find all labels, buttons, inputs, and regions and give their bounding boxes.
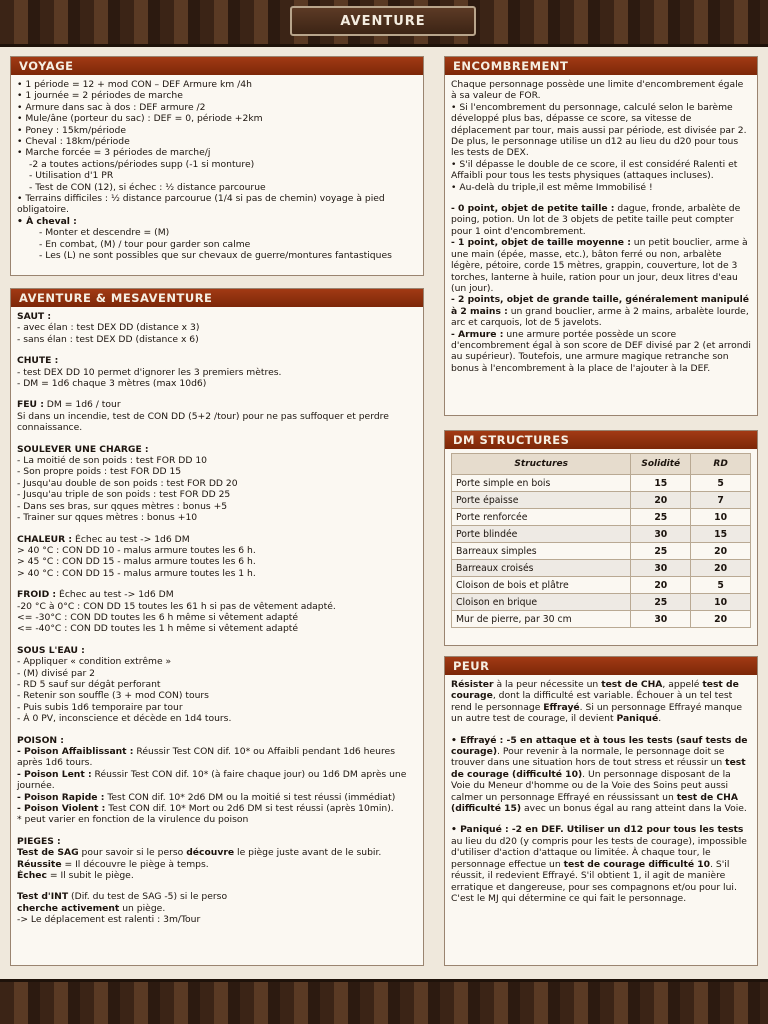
solidite-cell: 30	[631, 560, 691, 577]
eau-line: - Appliquer « condition extrême »	[17, 656, 172, 668]
voyage-subline: - Utilisation d'1 PR	[29, 170, 114, 182]
eau-line: - (M) divisé par 2	[17, 667, 95, 679]
aventure-title: AVENTURE & MESAVENTURE	[11, 289, 423, 307]
peur-bold-run: Résister	[451, 679, 494, 690]
encombrement-item	[451, 237, 751, 294]
encombrement-rule: • Si l'encombrement du personnage, calculé selon le barème développé plus bas, dépasse ce score, sa vitesse de déplacement par tour, mais aussi par période, est divisée par 2. De plus, le personnage utilise un d12 au lieu du d20 pour tous les tests de DEX.	[451, 101, 747, 159]
table-row	[452, 509, 751, 526]
voyage-subline: -2 a toutes actions/périodes supp (-1 si monture)	[29, 158, 255, 170]
voyage-line: • À cheval :	[17, 215, 77, 227]
poison-heading: POISON :	[17, 734, 64, 746]
poison-text: Réussir Test CON dif. 10* (à faire chaque jour) ou 1d6 DM après une journée.	[17, 768, 407, 792]
encombrement-item-text: un petit bouclier, arme à une main (épée, masse, etc.), bâton ferré ou non, arbalète légère, pétoire, corde 15 mètres, grappin, couverture, lot de 3 torches, lanterne à huile, ration pour un jour, deux litres d'eau (un jour).	[451, 237, 748, 294]
peur-bold-run: test de courage difficulté 10	[563, 858, 711, 870]
structure-name: Porte renforcée	[452, 509, 631, 526]
poison-label: - Poison Lent :	[17, 768, 92, 780]
table-row	[452, 526, 751, 543]
charge-line: - Dans ses bras, sur qques mètres : bonus +5	[17, 500, 228, 512]
int-line	[17, 903, 417, 914]
voyage-line: • Poney : 15km/période	[17, 124, 126, 136]
chaleur-line: > 40 °C : CON DD 10 - malus armure toutes les 6 h.	[17, 544, 256, 556]
peur-bold-run: test de CHA (difficulté 15)	[451, 791, 738, 815]
table-row	[452, 577, 751, 594]
peur-text-run: , appelé	[662, 679, 703, 690]
aventure-box	[10, 288, 424, 966]
peur-paragraph	[451, 735, 751, 815]
feu-rule: DM = 1d6 / tour	[43, 399, 121, 411]
table-row	[452, 560, 751, 577]
rd-cell: 20	[691, 611, 751, 628]
saut-line: - avec élan : test DEX DD (distance x 3)	[17, 322, 200, 334]
encombrement-item-label: - 0 point, objet de petite taille :	[451, 203, 615, 215]
feu-heading-line	[17, 399, 417, 410]
rd-cell: 10	[691, 594, 751, 611]
encombrement-item-label: - 2 points, objet de grande taille, généralement manipulé à 2 mains :	[451, 294, 749, 317]
structure-name: Cloison en brique	[452, 594, 631, 611]
rd-cell: 20	[691, 543, 751, 560]
pieges-text: = Il subit le piège.	[46, 870, 134, 882]
pieges-text: pour savoir si le perso	[78, 847, 187, 859]
eau-heading: SOUS L'EAU :	[17, 644, 85, 656]
table-row	[452, 475, 751, 492]
structures-title: DM STRUCTURES	[445, 431, 757, 449]
saut-heading: SAUT :	[17, 311, 52, 322]
int-text: (Dif. du test de SAG -5) si le perso	[68, 891, 228, 903]
poison-note: * peut varier en fonction de la virulence du poison	[17, 814, 249, 826]
solidite-cell: 20	[631, 577, 691, 594]
bottom-decorative-border	[0, 979, 768, 1024]
peur-text-run: . Un personnage disposant de la Voie du Meneur d'homme ou de la Voie des Soins peut aussi calmer un personnage Effrayé en réussissant un	[451, 768, 731, 803]
structures-box	[444, 430, 758, 646]
encombrement-item-label: - Armure :	[451, 328, 504, 340]
peur-paragraph	[451, 824, 751, 904]
poison-text: Test CON dif. 10* 2d6 DM ou la moitié si test réussi (immédiat)	[104, 791, 396, 803]
charge-line: - La moitié de son poids : test FOR DD 10	[17, 455, 208, 467]
int-line: -> Le déplacement est ralenti : 3m/Tour	[17, 914, 201, 926]
froid-heading-line	[17, 589, 417, 600]
solidite-cell: 25	[631, 509, 691, 526]
poison-item	[17, 792, 417, 803]
eau-line: - Retenir son souffle (3 + mod CON) tours	[17, 690, 209, 702]
voyage-box	[10, 56, 424, 276]
charge-line: - Trainer sur qques mètres : bonus +10	[17, 512, 198, 524]
encombrement-item	[451, 329, 751, 375]
peur-bold-run: • Effrayé : -5 en attaque et à tous les tests (sauf tests de courage)	[451, 734, 748, 758]
table-row	[452, 611, 751, 628]
encombrement-title: ENCOMBREMENT	[445, 57, 757, 75]
rd-cell: 5	[691, 475, 751, 492]
structures-table	[451, 453, 751, 628]
charge-line: - Jusqu'au double de son poids : test FOR DD 20	[17, 477, 238, 489]
rd-cell: 20	[691, 560, 751, 577]
poison-label: - Poison Violent :	[17, 803, 106, 815]
solidite-cell: 20	[631, 492, 691, 509]
chute-heading: CHUTE :	[17, 355, 59, 367]
peur-text-run: , dont la difficulté est variable. Échouer à un tel test rend le personnage	[451, 690, 733, 713]
encombrement-item-label: - 1 point, objet de taille moyenne :	[451, 237, 631, 249]
peur-text-run: . Pour revenir à la normale, le personnage doit se trouver dans une situation hors de tout stress et réussir un	[451, 746, 726, 769]
froid-rule: Échec au test -> 1d6 DM	[56, 589, 174, 601]
feu-heading: FEU :	[17, 399, 44, 411]
int-line	[17, 891, 417, 902]
encombrement-item-text: une armure portée possède un score d'encombrement égal à son score de DEF divisé par 2 (et arrondi au supérieur). Toutefois, une armure magique retranche son bonus à l'encombrement à la place de l'ajouter à la DEF.	[451, 328, 751, 374]
rd-cell: 7	[691, 492, 751, 509]
froid-line: <= -40°C : CON DD toutes les 1 h même si vêtement adapté	[17, 623, 299, 635]
int-bold: cherche activement	[17, 902, 120, 914]
peur-bold-run: Paniqué	[616, 713, 659, 725]
encombrement-item	[451, 294, 751, 328]
rd-cell: 15	[691, 526, 751, 543]
encombrement-item-text: dague, fronde, arbalète de poing, potion. Un lot de 3 objets de petite taille peut compter pour 1 oint d'encombrement.	[451, 203, 741, 237]
voyage-line: • Mule/âne (porteur du sac) : DEF = 0, période +2km	[17, 113, 263, 125]
solidite-cell: 15	[631, 475, 691, 492]
column-header: Solidité	[631, 454, 691, 475]
peur-text-run: avec un bonus égal au rang atteint dans la Voie.	[521, 803, 747, 815]
peur-text-run: à la peur nécessite un	[493, 679, 602, 690]
chute-line: - DM = 1d6 chaque 3 mètres (max 10d6)	[17, 378, 207, 390]
chaleur-heading-line	[17, 534, 417, 545]
aventure-body	[11, 307, 423, 930]
peur-text-run: au lieu du d20 (y compris pour les tests de courage), impossible d'utiliser d'action d'attaque ou limitée. À chaque tour, le personnage effectue un	[451, 835, 747, 870]
eau-line: - À 0 PV, inconscience et décède en 1d4 tours.	[17, 713, 232, 725]
encombrement-intro: Chaque personnage possède une limite d'encombrement égale à sa valeur de FOR.	[451, 79, 744, 102]
structure-name: Porte épaisse	[452, 492, 631, 509]
voyage-line: • Terrains difficiles : ½ distance parcourue (1/4 si pas de chemin) voyage à pied obligatoire.	[17, 193, 385, 216]
chute-line: - test DEX DD 10 permet d'ignorer les 3 premiers mètres.	[17, 366, 282, 378]
eau-line: - RD 5 sauf sur dégât perforant	[17, 678, 161, 690]
chaleur-rule: Échec au test -> 1d6 DM	[72, 533, 190, 545]
encombrement-rule: • Au-delà du triple,il est même Immobilisé !	[451, 181, 653, 193]
peur-title: PEUR	[445, 657, 757, 675]
pieges-text: le piège juste avant de le subir.	[234, 847, 382, 859]
encombrement-box	[444, 56, 758, 416]
voyage-subline: - Les (L) ne sont possibles que sur chevaux de guerre/montures fantastiques	[39, 250, 392, 262]
voyage-subline: - Test de CON (12), si échec : ½ distance parcourue	[29, 181, 266, 193]
encombrement-item-text: un grand bouclier, arme à 2 mains, arbalète lourde, arc et carquois, lot de 5 javelots.	[451, 305, 749, 329]
page-content	[10, 56, 758, 972]
poison-item	[17, 803, 417, 814]
structure-name: Barreaux croisés	[452, 560, 631, 577]
poison-item	[17, 746, 417, 769]
peur-bold-run: • Paniqué : -2 en DEF. Utiliser un d12 pour tous les tests	[451, 824, 744, 836]
froid-heading: FROID :	[17, 589, 57, 601]
pieges-bold: Échec	[17, 870, 47, 882]
charge-heading: SOULEVER UNE CHARGE :	[17, 443, 149, 455]
saut-line: - sans élan : test DEX DD (distance x 6)	[17, 333, 199, 345]
poison-text: Test CON dif. 10* Mort ou 2d6 DM si test réussi (après 10min).	[105, 803, 394, 815]
chaleur-line: > 45 °C : CON DD 15 - malus armure toutes les 6 h.	[17, 556, 256, 568]
table-row	[452, 543, 751, 560]
encombrement-body	[445, 75, 757, 378]
structure-name: Cloison de bois et plâtre	[452, 577, 631, 594]
peur-body	[445, 675, 757, 908]
froid-line: <= -30°C : CON DD toutes les 6 h même si vêtement adapté	[17, 611, 299, 623]
solidite-cell: 25	[631, 543, 691, 560]
table-row	[452, 492, 751, 509]
structure-name: Porte simple en bois	[452, 475, 631, 492]
column-header: Structures	[452, 454, 631, 475]
voyage-line: • 1 période = 12 + mod CON – DEF Armure km /4h	[17, 79, 252, 90]
poison-label: - Poison Affaiblissant :	[17, 746, 134, 757]
pieges-heading: PIEGES :	[17, 835, 61, 847]
chaleur-heading: CHALEUR :	[17, 533, 73, 545]
solidite-cell: 30	[631, 611, 691, 628]
table-header-row	[452, 454, 751, 475]
column-header: RD	[691, 454, 751, 475]
charge-line: - Jusqu'au triple de son poids : test FOR DD 25	[17, 489, 231, 501]
chaleur-line: > 40 °C : CON DD 15 - malus armure toutes les 1 h.	[17, 567, 256, 579]
solidite-cell: 30	[631, 526, 691, 543]
pieges-line	[17, 859, 417, 870]
poison-label: - Poison Rapide :	[17, 791, 105, 803]
pieges-line	[17, 870, 417, 881]
peur-text-run: .	[658, 713, 662, 725]
peur-bold-run: test de courage	[451, 679, 739, 702]
voyage-body	[11, 75, 423, 266]
peur-text-run: . Si un personnage Effrayé manque un autre test de courage, il devient	[451, 701, 742, 725]
rd-cell: 10	[691, 509, 751, 526]
voyage-subline: - En combat, (M) / tour pour garder son calme	[39, 238, 251, 250]
table-row	[452, 594, 751, 611]
pieges-bold: Réussite	[17, 858, 62, 870]
encombrement-rule: • S'il dépasse le double de ce score, il est considéré Ralenti et Affaibli pour tous les tests physiques (attaques incluses).	[451, 158, 738, 182]
structure-name: Mur de pierre, par 30 cm	[452, 611, 631, 628]
froid-line: -20 °C à 0°C : CON DD 15 toutes les 61 h si pas de vêtement adapté.	[17, 600, 336, 612]
peur-bold-run: Effrayé	[543, 701, 580, 713]
feu-line: Si dans un incendie, test de CON DD (5+2 /tour) pour ne pas suffoquer et perdre connaissance.	[17, 410, 389, 434]
charge-line: - Son propre poids : test FOR DD 15	[17, 466, 182, 478]
voyage-line: • Marche forcée = 3 périodes de marche/j	[17, 147, 211, 159]
poison-item	[17, 769, 417, 792]
pieges-bold: découvre	[186, 847, 235, 859]
peur-box	[444, 656, 758, 966]
int-text: un piège.	[119, 902, 166, 914]
solidite-cell: 25	[631, 594, 691, 611]
voyage-line: • Cheval : 18km/période	[17, 136, 130, 148]
peur-paragraph	[451, 679, 751, 725]
poison-text: Réussir Test CON dif. 10* ou Affaibli pendant 1d6 heures après 1d6 tours.	[17, 746, 395, 769]
pieges-line	[17, 847, 417, 858]
voyage-title: VOYAGE	[11, 57, 423, 75]
voyage-line: • 1 journée = 2 périodes de marche	[17, 90, 183, 102]
voyage-line: • Armure dans sac à dos : DEF armure /2	[17, 101, 206, 113]
pieges-text: = Il découvre le piège à temps.	[61, 858, 209, 870]
peur-bold-run: test de courage (difficulté 10)	[451, 757, 746, 780]
voyage-subline: - Monter et descendre = (M)	[39, 227, 170, 239]
rd-cell: 5	[691, 577, 751, 594]
int-bold: Test d'INT	[17, 891, 69, 903]
encombrement-item	[451, 203, 751, 237]
page-title: AVENTURE	[290, 6, 476, 36]
structure-name: Porte blindée	[452, 526, 631, 543]
pieges-bold: Test de SAG	[17, 847, 79, 859]
peur-bold-run: test de CHA	[601, 679, 663, 690]
structure-name: Barreaux simples	[452, 543, 631, 560]
peur-text-run: . S'il réussit, il redevient Effrayé. S'il obtient 1, il agit de manière erratique et dangereuse, pour ses compagnons et/ou pour lui. C'est le MJ qui détermine ce qui fait le personnage.	[451, 858, 737, 904]
eau-line: - Puis subis 1d6 temporaire par tour	[17, 701, 183, 713]
